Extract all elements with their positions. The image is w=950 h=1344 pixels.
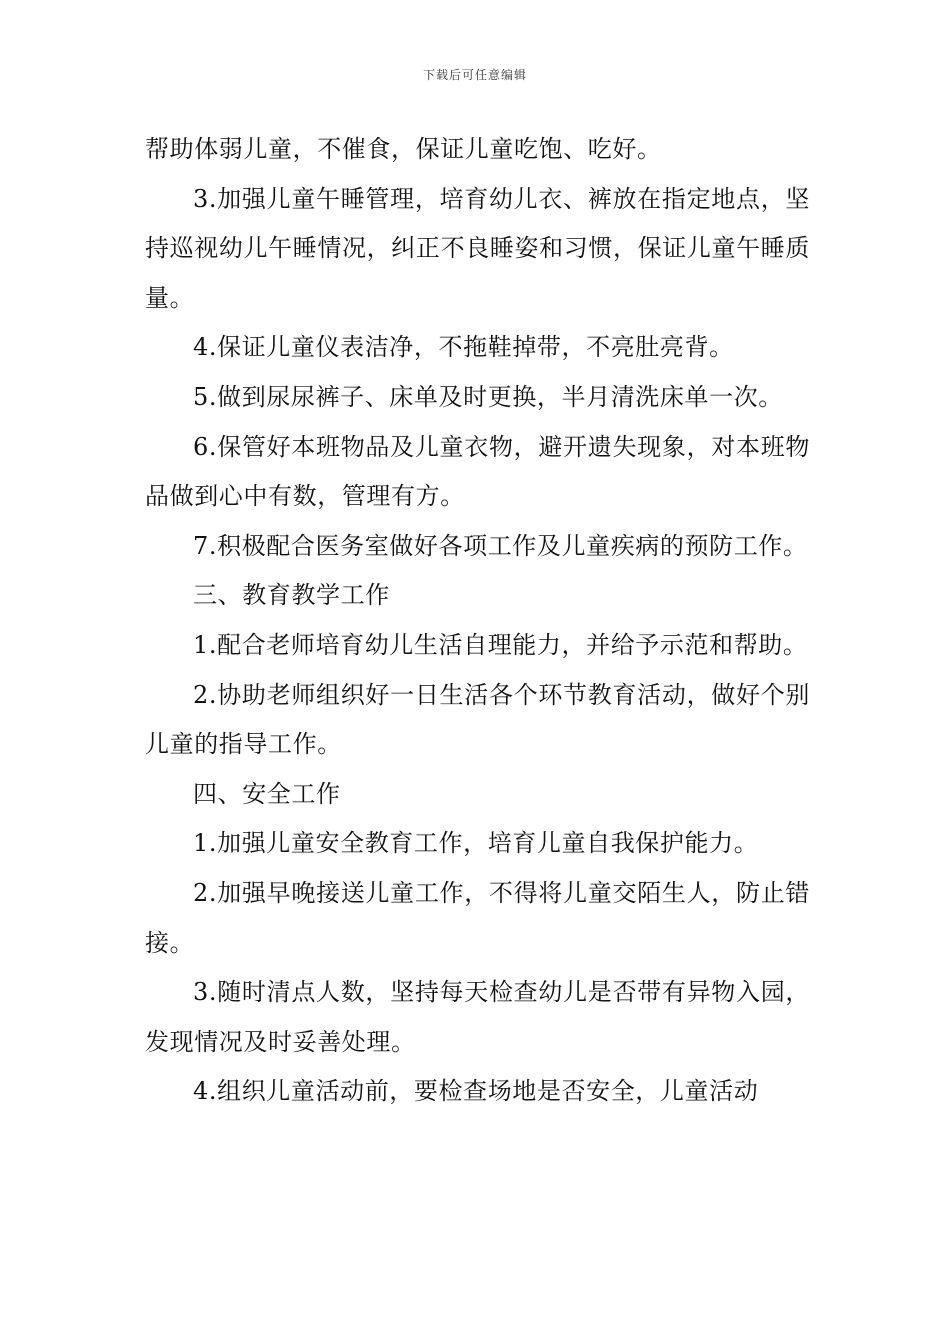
paragraph-item-3-nap: 3.加强儿童午睡管理，培育幼儿衣、裤放在指定地点，坚持巡视幼儿午睡情况，纠正不良睡姿和习惯，保证儿童午睡质量。 — [145, 184, 810, 312]
header-note: 下载后可任意编辑 — [422, 68, 527, 82]
paragraph-education-item-1: 1.配合老师培育幼儿生活自理能力，并给予示范和帮助。 — [193, 630, 808, 659]
paragraph-item-4-appearance: 4.保证儿童仪表洁净，不拖鞋掉带，不亮肚亮背。 — [193, 333, 734, 362]
paragraph-safety-item-3: 3.随时清点人数，坚持每天检查幼儿是否带有异物入园，发现情况及时妥善处理。 — [145, 978, 810, 1056]
paragraph-item-5-bedding: 5.做到尿尿裤子、床单及时更换，半月清洗床单一次。 — [193, 382, 783, 411]
paragraph-item-6-belongings: 6.保管好本班物品及儿童衣物，避开遗失现象，对本班物品做到心中有数，管理有方。 — [145, 432, 810, 511]
paragraph-safety-item-2: 2.加强早晚接送儿童工作，不得将儿童交陌生人，防止错接。 — [145, 878, 810, 957]
paragraph-item-7-clinic: 7.积极配合医务室做好各项工作及儿童疾病的预防工作。 — [193, 531, 808, 560]
document-body — [145, 125, 810, 1117]
paragraph-education-item-2: 2.协助老师组织好一日生活各个环节教育活动，做好个别儿童的指导工作。 — [145, 680, 810, 759]
paragraph-safety-item-1: 1.加强儿童安全教育工作，培育儿童自我保护能力。 — [193, 829, 759, 858]
paragraph-continuation: 帮助体弱儿童，不催食，保证儿童吃饱、吃好。 — [145, 135, 662, 163]
section-heading-safety: 四、安全工作 — [193, 779, 341, 808]
section-heading-education: 三、教育教学工作 — [193, 581, 390, 610]
paragraph-safety-item-4: 4.组织儿童活动前，要检查场地是否安全，儿童活动 — [193, 1077, 759, 1106]
